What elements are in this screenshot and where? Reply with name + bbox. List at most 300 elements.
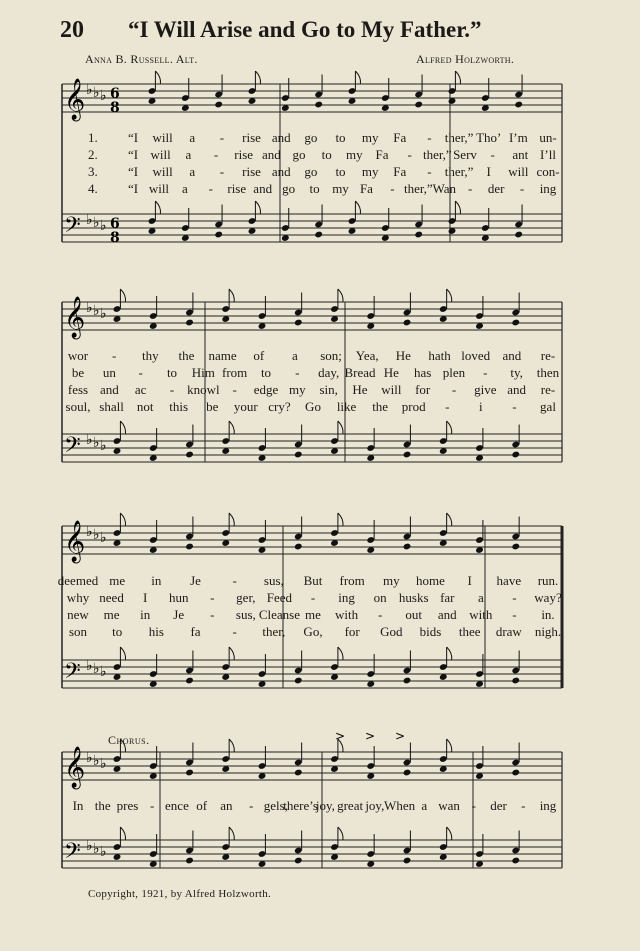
- flat-sign-icon: ♭: [93, 841, 100, 857]
- chorus-label: Chorus.: [108, 733, 150, 747]
- lyric-syllable: -: [219, 130, 225, 145]
- lyric-syllable: to: [335, 130, 346, 145]
- lyric-syllable: gels,: [263, 798, 288, 813]
- lyric-syllable: -: [427, 130, 432, 145]
- note-head: [511, 543, 520, 551]
- lyric-syllable: “I: [127, 147, 139, 162]
- note-flag: [229, 647, 234, 660]
- lyric-syllable: -: [377, 607, 383, 622]
- bass-clef-icon: 𝄢: [64, 659, 81, 689]
- note-head: [185, 677, 194, 685]
- lyric-syllable: in: [151, 573, 162, 588]
- lyric-syllable: -: [138, 365, 143, 380]
- lyric-syllable: -: [519, 181, 525, 196]
- lyric-line: [58, 130, 566, 148]
- lyric-syllable: rise: [234, 147, 254, 162]
- lyric-syllable: like: [336, 399, 357, 414]
- bass-clef-icon: 𝄢: [64, 839, 81, 869]
- note-flag: [338, 827, 343, 840]
- lyric-syllable: -: [219, 164, 225, 179]
- flat-sign-icon: ♭: [100, 88, 107, 104]
- note-head: [185, 857, 194, 865]
- note-head: [314, 101, 323, 109]
- lyric-syllable: bids: [419, 624, 442, 639]
- lyric-syllable: -: [483, 365, 488, 380]
- lyric-syllable: a: [181, 181, 188, 196]
- lyric-syllable: prod: [401, 399, 426, 414]
- flat-sign-icon: ♭: [100, 438, 107, 454]
- lyric-syllable: son;: [320, 348, 342, 363]
- note-flag: [120, 647, 125, 660]
- lyric-syllable: and: [253, 181, 273, 196]
- note-head: [414, 231, 423, 239]
- lyric-syllable: his: [148, 624, 164, 639]
- treble-clef-icon: 𝄞: [64, 79, 86, 120]
- lyric-syllable: -: [468, 181, 473, 196]
- lyric-syllable: ing: [338, 590, 355, 605]
- lyric-line: [58, 798, 566, 816]
- lyric-syllable: fa: [190, 624, 201, 639]
- lyric-syllable: con-: [536, 164, 560, 179]
- lyric-syllable: I’ll: [540, 147, 556, 162]
- note-head: [511, 319, 520, 327]
- hymn-title: “I Will Arise and Go to My Father.”: [128, 17, 482, 42]
- lyric-syllable: Fa: [359, 181, 373, 196]
- lyric-syllable: -: [390, 181, 395, 196]
- lyric-syllable: to: [309, 181, 320, 196]
- lyric-syllable: draw: [495, 624, 522, 639]
- lyric-syllable: Fa: [393, 130, 407, 145]
- lyric-syllable: will: [152, 130, 173, 145]
- lyric-syllable: Je: [173, 607, 185, 622]
- lyric-syllable: But: [303, 573, 323, 588]
- lyric-syllable: from: [339, 573, 365, 588]
- lyric-syllable: far: [440, 590, 455, 605]
- accent-mark: >: [335, 729, 346, 743]
- lyric-syllable: ger,: [236, 590, 256, 605]
- note-flag: [355, 201, 360, 214]
- lyric-syllable: me: [109, 573, 126, 588]
- note-flag: [447, 421, 452, 434]
- lyric-syllable: and: [437, 607, 457, 622]
- composer-credit: Alfred Holzworth.: [416, 52, 515, 66]
- lyric-syllable: plen: [442, 365, 466, 380]
- note-head: [511, 677, 520, 685]
- accent-mark: >: [395, 729, 406, 743]
- lyric-syllable: husks: [398, 590, 429, 605]
- lyric-syllable: me: [103, 607, 120, 622]
- lyric-line: [58, 573, 566, 591]
- note-flag: [120, 513, 125, 526]
- time-signature-bottom: 8: [110, 100, 120, 116]
- lyric-syllable: In: [72, 798, 84, 813]
- lyric-syllable: of: [253, 348, 265, 363]
- lyric-syllable: for: [344, 624, 360, 639]
- lyric-syllable: gal: [540, 399, 556, 414]
- note-flag: [338, 289, 343, 302]
- lyric-syllable: my: [289, 382, 306, 397]
- note-head: [403, 769, 412, 777]
- lyric-syllable: will: [148, 181, 170, 196]
- lyric-syllable: to: [321, 147, 332, 162]
- lyric-syllable: to: [166, 365, 178, 380]
- note-flag: [447, 827, 452, 840]
- lyric-syllable: a: [292, 348, 298, 363]
- lyric-syllable: joy,: [315, 798, 335, 813]
- lyric-syllable: there’s: [283, 798, 318, 813]
- note-flag: [120, 827, 125, 840]
- lyric-syllable: give: [474, 382, 497, 397]
- lyric-syllable: wan: [438, 798, 460, 813]
- verse-number: 2.: [88, 147, 98, 162]
- lyric-syllable: “I: [127, 130, 139, 145]
- time-signature-bottom: 8: [110, 230, 120, 246]
- note-flag: [455, 201, 460, 214]
- lyric-syllable: why: [66, 590, 90, 605]
- lyric-syllable: ac: [134, 382, 147, 397]
- note-head: [185, 451, 194, 459]
- copyright-notice: Copyright, 1921, by Alfred Holzworth.: [88, 888, 272, 900]
- lyric-syllable: -: [169, 382, 175, 397]
- note-flag: [255, 71, 260, 84]
- lyric-syllable: ther,”: [444, 164, 474, 179]
- lyric-syllable: edge: [253, 382, 279, 397]
- lyric-syllable: to: [335, 164, 346, 179]
- lyric-syllable: a: [189, 130, 196, 145]
- lyric-syllable: a: [189, 164, 196, 179]
- note-head: [294, 769, 303, 777]
- lyric-syllable: cry?: [268, 399, 291, 414]
- lyric-syllable: soul,: [65, 399, 91, 414]
- lyric-line: [58, 624, 566, 642]
- flat-sign-icon: ♭: [86, 524, 93, 540]
- lyric-syllable: pres: [116, 798, 139, 813]
- lyric-syllable: -: [512, 607, 517, 622]
- flat-sign-icon: ♭: [100, 530, 107, 546]
- lyric-syllable: -: [232, 573, 237, 588]
- lyric-syllable: -: [232, 382, 237, 397]
- lyric-syllable: sus,: [263, 573, 284, 588]
- note-flag: [255, 201, 260, 214]
- note-head: [185, 769, 194, 777]
- lyric-syllable: and: [507, 382, 527, 397]
- lyric-syllable: When: [384, 798, 416, 813]
- lyric-syllable: Feed: [266, 590, 293, 605]
- lyric-syllable: un-: [539, 130, 557, 145]
- flat-sign-icon: ♭: [100, 664, 107, 680]
- lyric-syllable: be: [71, 365, 85, 380]
- lyric-syllable: then: [536, 365, 560, 380]
- author-credit: Anna B. Russell. Alt.: [85, 52, 198, 66]
- lyric-syllable: Go,: [303, 624, 323, 639]
- note-head: [214, 231, 223, 239]
- lyric-syllable: this: [169, 399, 189, 414]
- lyric-syllable: -: [521, 798, 526, 813]
- lyric-syllable: ty,: [510, 365, 523, 380]
- lyric-syllable: in.: [541, 607, 555, 622]
- lyric-syllable: your: [233, 399, 258, 414]
- treble-clef-icon: 𝄞: [64, 297, 86, 338]
- lyric-syllable: new: [67, 607, 89, 622]
- lyric-syllable: for: [415, 382, 431, 397]
- lyric-syllable: Serv: [453, 147, 477, 162]
- lyric-syllable: go: [304, 130, 318, 145]
- lyric-syllable: my: [346, 147, 363, 162]
- lyric-syllable: will: [508, 164, 529, 179]
- time-signature-top: 6: [110, 86, 120, 102]
- lyric-syllable: and: [99, 382, 119, 397]
- lyric-syllable: -: [427, 164, 432, 179]
- lyric-syllable: Wan: [432, 181, 456, 196]
- lyric-syllable: Cleanse: [258, 607, 300, 622]
- lyric-syllable: of: [196, 798, 208, 813]
- flat-sign-icon: ♭: [93, 527, 100, 543]
- lyric-syllable: a: [477, 590, 484, 605]
- flat-sign-icon: ♭: [93, 753, 100, 769]
- lyric-syllable: joy,: [365, 798, 385, 813]
- lyric-syllable: rise: [242, 164, 261, 179]
- lyric-syllable: loved: [461, 348, 491, 363]
- lyric-syllable: has: [413, 365, 432, 380]
- lyric-syllable: nigh.: [534, 624, 562, 639]
- lyric-syllable: home: [416, 573, 445, 588]
- lyric-syllable: my: [383, 573, 400, 588]
- lyric-syllable: He: [395, 348, 411, 363]
- lyric-syllable: great: [337, 798, 364, 813]
- lyric-syllable: -: [471, 798, 476, 813]
- hymn-number: 20: [60, 17, 84, 43]
- lyric-syllable: run.: [537, 573, 559, 588]
- lyric-syllable: God: [380, 624, 403, 639]
- lyric-syllable: ther,”: [444, 130, 474, 145]
- lyric-syllable: wor: [67, 348, 89, 363]
- lyric-syllable: -: [407, 147, 412, 162]
- note-flag: [447, 513, 452, 526]
- lyric-line: [58, 399, 566, 417]
- lyric-syllable: and: [261, 147, 281, 162]
- note-head: [403, 319, 412, 327]
- lyric-syllable: the: [178, 348, 195, 363]
- lyric-syllable: go: [304, 164, 318, 179]
- lyric-syllable: -: [213, 147, 219, 162]
- note-head: [403, 857, 412, 865]
- lyric-syllable: knowl: [187, 382, 220, 397]
- lyric-syllable: have: [496, 573, 522, 588]
- lyric-syllable: -: [490, 147, 495, 162]
- lyric-syllable: ing: [539, 798, 557, 813]
- lyric-syllable: rise: [227, 181, 247, 196]
- lyric-syllable: deemed: [57, 573, 99, 588]
- lyric-syllable: -: [210, 590, 215, 605]
- lyric-syllable: with: [469, 607, 493, 622]
- lyric-syllable: I’m: [508, 130, 528, 145]
- lyric-syllable: I: [486, 164, 491, 179]
- lyric-syllable: day,: [318, 365, 340, 380]
- lyric-syllable: go: [292, 147, 306, 162]
- lyric-line: [58, 164, 566, 182]
- lyric-syllable: way?: [534, 590, 562, 605]
- note-flag: [229, 289, 234, 302]
- note-flag: [338, 647, 343, 660]
- lyric-syllable: sin,: [319, 382, 338, 397]
- lyric-syllable: me: [305, 607, 321, 622]
- lyric-syllable: be: [206, 399, 219, 414]
- verse-number: 3.: [88, 164, 98, 179]
- lyric-line: [58, 348, 566, 366]
- treble-clef-icon: 𝄞: [64, 747, 86, 788]
- lyric-syllable: rise: [242, 130, 261, 145]
- note-flag: [229, 513, 234, 526]
- time-signature-top: 6: [110, 216, 120, 232]
- lyric-syllable: -: [210, 607, 215, 622]
- note-head: [294, 677, 303, 685]
- lyric-syllable: -: [232, 624, 237, 639]
- lyric-syllable: Bread: [344, 365, 376, 380]
- note-flag: [229, 739, 234, 752]
- lyric-syllable: -: [150, 798, 155, 813]
- lyric-syllable: ther,”: [422, 147, 452, 162]
- bass-clef-icon: 𝄢: [64, 433, 81, 463]
- verse-number: 1.: [88, 130, 98, 145]
- lyric-syllable: “I: [127, 181, 139, 196]
- note-flag: [447, 647, 452, 660]
- lyric-syllable: “I: [127, 164, 139, 179]
- lyric-syllable: my: [361, 164, 379, 179]
- lyric-syllable: the: [372, 399, 389, 414]
- lyric-syllable: name: [208, 348, 237, 363]
- note-flag: [120, 289, 125, 302]
- lyric-syllable: -: [310, 590, 316, 605]
- lyric-syllable: to: [112, 624, 123, 639]
- lyric-syllable: -: [111, 348, 117, 363]
- note-head: [294, 451, 303, 459]
- lyric-syllable: the: [94, 798, 111, 813]
- lyric-syllable: Tho’: [476, 130, 502, 145]
- lyric-syllable: Fa: [393, 164, 407, 179]
- lyric-syllable: Yea,: [355, 348, 379, 363]
- flat-sign-icon: ♭: [86, 838, 93, 854]
- note-flag: [120, 421, 125, 434]
- lyric-syllable: sus,: [235, 607, 256, 622]
- lyric-line: [58, 382, 566, 400]
- lyric-syllable: ant: [512, 147, 529, 162]
- bass-clef-icon: 𝄢: [64, 213, 81, 243]
- lyric-syllable: my: [361, 130, 379, 145]
- note-head: [294, 319, 303, 327]
- lyric-syllable: ence: [165, 798, 189, 813]
- lyric-syllable: a: [185, 147, 192, 162]
- note-head: [511, 769, 520, 777]
- lyric-syllable: I: [467, 573, 472, 588]
- flat-sign-icon: ♭: [100, 306, 107, 322]
- lyric-syllable: in: [140, 607, 151, 622]
- lyric-syllable: Him: [191, 365, 215, 380]
- lyric-syllable: and: [271, 164, 291, 179]
- lyric-line: [58, 590, 566, 608]
- accent-mark: >: [365, 729, 376, 743]
- lyric-syllable: fess: [67, 382, 89, 397]
- note-flag: [455, 71, 460, 84]
- note-flag: [155, 71, 160, 84]
- note-head: [403, 677, 412, 685]
- flat-sign-icon: ♭: [86, 82, 93, 98]
- lyric-line: [58, 365, 566, 383]
- lyric-syllable: Fa: [375, 147, 389, 162]
- lyric-syllable: will: [152, 164, 173, 179]
- lyric-syllable: ing: [539, 181, 557, 196]
- lyric-syllable: re-: [540, 382, 556, 397]
- lyric-syllable: -: [445, 399, 450, 414]
- flat-sign-icon: ♭: [93, 303, 100, 319]
- lyric-syllable: shall: [99, 399, 124, 414]
- lyric-syllable: -: [512, 590, 517, 605]
- note-head: [514, 231, 523, 239]
- note-head: [511, 857, 520, 865]
- lyric-syllable: son: [68, 624, 88, 639]
- lyric-syllable: thee: [458, 624, 481, 639]
- lyric-syllable: hath: [428, 348, 451, 363]
- flat-sign-icon: ♭: [100, 844, 107, 860]
- lyric-syllable: a: [421, 798, 428, 813]
- flat-sign-icon: ♭: [100, 218, 107, 234]
- lyric-syllable: Je: [190, 573, 201, 588]
- lyric-syllable: thy: [141, 348, 159, 363]
- note-flag: [447, 739, 452, 752]
- note-head: [185, 319, 194, 327]
- note-head: [185, 543, 194, 551]
- lyric-syllable: -: [248, 798, 254, 813]
- flat-sign-icon: ♭: [93, 85, 100, 101]
- lyric-syllable: -: [208, 181, 213, 196]
- lyric-syllable: not: [136, 399, 154, 414]
- note-head: [214, 101, 223, 109]
- note-flag: [155, 201, 160, 214]
- lyric-syllable: I: [142, 590, 148, 605]
- lyric-syllable: ther,”: [403, 181, 433, 196]
- flat-sign-icon: ♭: [86, 212, 93, 228]
- lyric-syllable: will: [150, 147, 171, 162]
- lyric-syllable: He: [352, 382, 368, 397]
- treble-clef-icon: 𝄞: [64, 521, 86, 562]
- lyric-line: [58, 607, 566, 625]
- lyric-syllable: to: [260, 365, 272, 380]
- lyric-syllable: out: [405, 607, 423, 622]
- lyric-syllable: on: [373, 590, 387, 605]
- note-head: [514, 101, 523, 109]
- flat-sign-icon: ♭: [86, 300, 93, 316]
- flat-sign-icon: ♭: [100, 756, 107, 772]
- note-flag: [338, 421, 343, 434]
- flat-sign-icon: ♭: [93, 215, 100, 231]
- note-flag: [355, 71, 360, 84]
- lyric-syllable: der: [490, 798, 507, 813]
- flat-sign-icon: ♭: [86, 658, 93, 674]
- flat-sign-icon: ♭: [86, 432, 93, 448]
- lyric-syllable: He: [383, 365, 399, 380]
- lyric-syllable: un: [102, 365, 116, 380]
- note-head: [511, 451, 520, 459]
- lyric-syllable: will: [381, 382, 402, 397]
- lyric-syllable: and: [502, 348, 522, 363]
- lyric-syllable: go: [282, 181, 296, 196]
- note-flag: [447, 289, 452, 302]
- lyric-syllable: need: [99, 590, 124, 605]
- note-flag: [229, 421, 234, 434]
- lyric-syllable: ther,: [262, 624, 286, 639]
- lyric-syllable: -: [295, 365, 300, 380]
- lyric-line: [58, 147, 566, 165]
- note-flag: [229, 827, 234, 840]
